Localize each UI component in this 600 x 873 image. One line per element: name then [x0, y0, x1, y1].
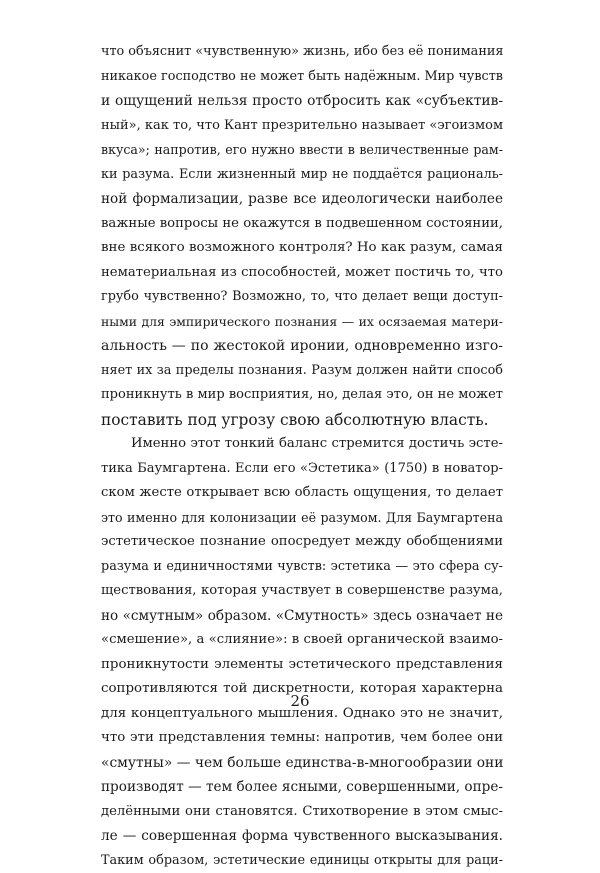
text-line: тика Баумгартена. Если его «Эстетика» (1750) в новатор- — [101, 457, 503, 482]
text-line: что объяснит «чувственную» жизнь, ибо без её понимания — [101, 40, 503, 65]
text-line: ществования, которая участвует в совершенстве разума, — [101, 579, 503, 604]
text-line: никакое господство не может быть надёжным. Мир чувств — [101, 65, 503, 90]
text-line: делёнными они становятся. Стихотворение в этом смыс- — [101, 800, 503, 825]
text-line: альность — по жестокой иронии, одновременно изго- — [101, 334, 503, 359]
text-line: но «смутным» образом. «Смутность» здесь означает не — [101, 604, 503, 629]
text-line: разума и единичностями чувств: эстетика — это сфера су- — [101, 555, 503, 580]
text-line: няет их за пределы познания. Разум должен найти способ — [101, 359, 503, 384]
text-line: проникнуть в мир восприятия, но, делая это, он не может — [101, 383, 503, 408]
text-line: нематериальная из способностей, может постичь то, что — [101, 261, 503, 286]
page-number: 26 — [0, 692, 600, 710]
text-line: ный», как то, что Кант презрительно называет «эгоизмом — [101, 114, 503, 139]
text-line-paragraph-end: поставить под угрозу свою абсолютную власть. — [101, 408, 503, 433]
text-line: «смешение», а «слияние»: в своей органической взаимо- — [101, 628, 503, 653]
text-line: эстетическое познание опосредует между обобщениями — [101, 530, 503, 555]
text-line: вкуса»; напротив, его нужно ввести в величественные рам- — [101, 138, 503, 163]
text-line: «смутны» — чем больше единства-в-многообразии они — [101, 751, 503, 776]
text-line: важные вопросы не окажутся в подвешенном состоянии, — [101, 212, 503, 237]
text-line: ском жесте открывает всю область ощущения, то делает — [101, 481, 503, 506]
text-line: вне всякого возможного контроля? Но как разум, самая — [101, 236, 503, 261]
text-line: это именно для колонизации её разумом. Для Баумгартена — [101, 506, 503, 531]
text-line: ки разума. Если жизненный мир не поддаётся рациональ- — [101, 163, 503, 188]
text-line: Таким образом, эстетические единицы открыты для раци- — [101, 849, 503, 873]
text-line: производят — тем более ясными, совершенными, опре- — [101, 775, 503, 800]
body-text — [101, 40, 503, 873]
text-line: проникнутости элементы эстетического представления — [101, 653, 503, 678]
text-line: ной формализации, разве все идеологически наиболее — [101, 187, 503, 212]
text-line: для концептуального мышления. Однако это не значит, — [101, 702, 503, 727]
text-line-paragraph-start: Именно этот тонкий баланс стремится достичь эсте- — [101, 432, 503, 457]
text-line: и ощущений нельзя просто отбросить как «субъектив- — [101, 89, 503, 114]
text-line: грубо чувственно? Возможно, то, что делает вещи доступ- — [101, 285, 503, 310]
text-line: сопротивляются той дискретности, которая характерна — [101, 677, 503, 702]
text-line: ными для эмпирического познания — их осязаемая матери- — [101, 310, 503, 335]
text-line: что эти представления темны: напротив, чем более они — [101, 726, 503, 751]
text-line: ле — совершенная форма чувственного высказывания. — [101, 824, 503, 849]
